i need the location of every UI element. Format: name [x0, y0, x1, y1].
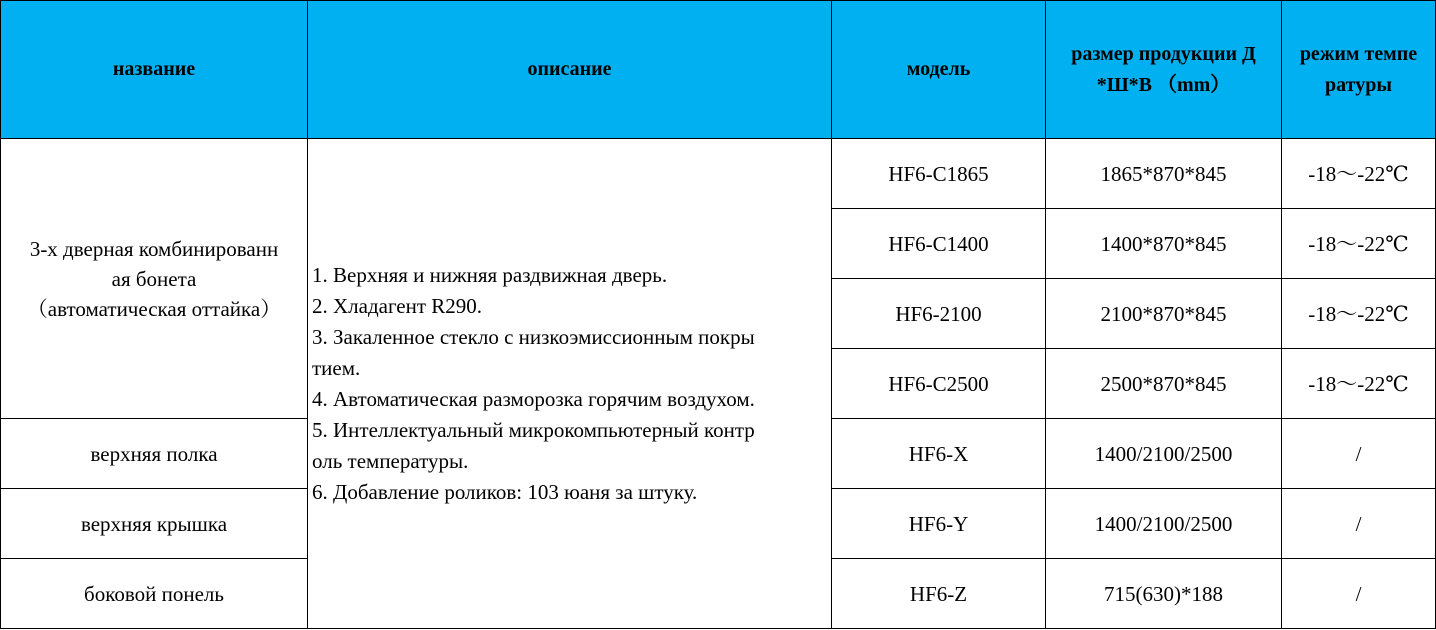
description-cell [308, 139, 832, 629]
header-size [1046, 1, 1282, 139]
main-product-name-line2: ая бонета [111, 266, 197, 291]
model-cell: HF6-X [832, 419, 1046, 489]
size-cell: 1400*870*845 [1046, 209, 1282, 279]
main-product-name-line3: （автоматическая оттайка） [26, 296, 282, 321]
header-size-line1: размер продукции Д [1071, 42, 1256, 65]
description-line: тием. [312, 355, 361, 380]
header-row [1, 1, 1436, 139]
description-line: 3. Закаленное стекло с низкоэмиссионным покры [312, 324, 755, 349]
size-cell: 2500*870*845 [1046, 349, 1282, 419]
model-cell: HF6-C2500 [832, 349, 1046, 419]
size-cell: 1865*870*845 [1046, 139, 1282, 209]
product-name-cell: боковой понель [1, 559, 308, 629]
model-cell: HF6-2100 [832, 279, 1046, 349]
table-row [1, 139, 1436, 209]
size-cell: 1400/2100/2500 [1046, 419, 1282, 489]
size-cell: 2100*870*845 [1046, 279, 1282, 349]
description-line: 1. Верхняя и нижняя раздвижная дверь. [312, 262, 668, 287]
model-cell: HF6-Y [832, 489, 1046, 559]
product-name-cell: верхняя полка [1, 419, 308, 489]
description-line: 2. Хладагент R290. [312, 293, 483, 318]
header-description: описание [308, 1, 832, 139]
header-temp-line2: ратуры [1325, 73, 1392, 96]
main-product-name-cell [1, 139, 308, 419]
temperature-cell: / [1282, 419, 1436, 489]
description-line: 5. Интеллектуальный микрокомпьютерный контр [312, 417, 755, 442]
product-name-cell: верхняя крышка [1, 489, 308, 559]
model-cell: HF6-Z [832, 559, 1046, 629]
main-product-name-line1: 3-х дверная комбинированн [29, 236, 279, 261]
header-name: название [1, 1, 308, 139]
model-cell: HF6-C1865 [832, 139, 1046, 209]
model-cell: HF6-C1400 [832, 209, 1046, 279]
header-model: модель [832, 1, 1046, 139]
description-line: оль температуры. [312, 448, 469, 473]
size-cell: 715(630)*188 [1046, 559, 1282, 629]
description-line: 4. Автоматическая разморозка горячим воздухом. [312, 386, 755, 411]
temperature-cell: / [1282, 559, 1436, 629]
temperature-cell: -18～-22℃ [1282, 279, 1436, 349]
size-cell: 1400/2100/2500 [1046, 489, 1282, 559]
header-temperature [1282, 1, 1436, 139]
temperature-cell: -18～-22℃ [1282, 209, 1436, 279]
temperature-cell: / [1282, 489, 1436, 559]
temperature-cell: -18～-22℃ [1282, 349, 1436, 419]
temperature-cell: -18～-22℃ [1282, 139, 1436, 209]
header-size-line2: *Ш*В （mm） [1096, 73, 1231, 96]
header-temp-line1: режим темпе [1299, 42, 1418, 65]
description-line: 6. Добавление роликов: 103 юаня за штуку. [312, 479, 698, 504]
